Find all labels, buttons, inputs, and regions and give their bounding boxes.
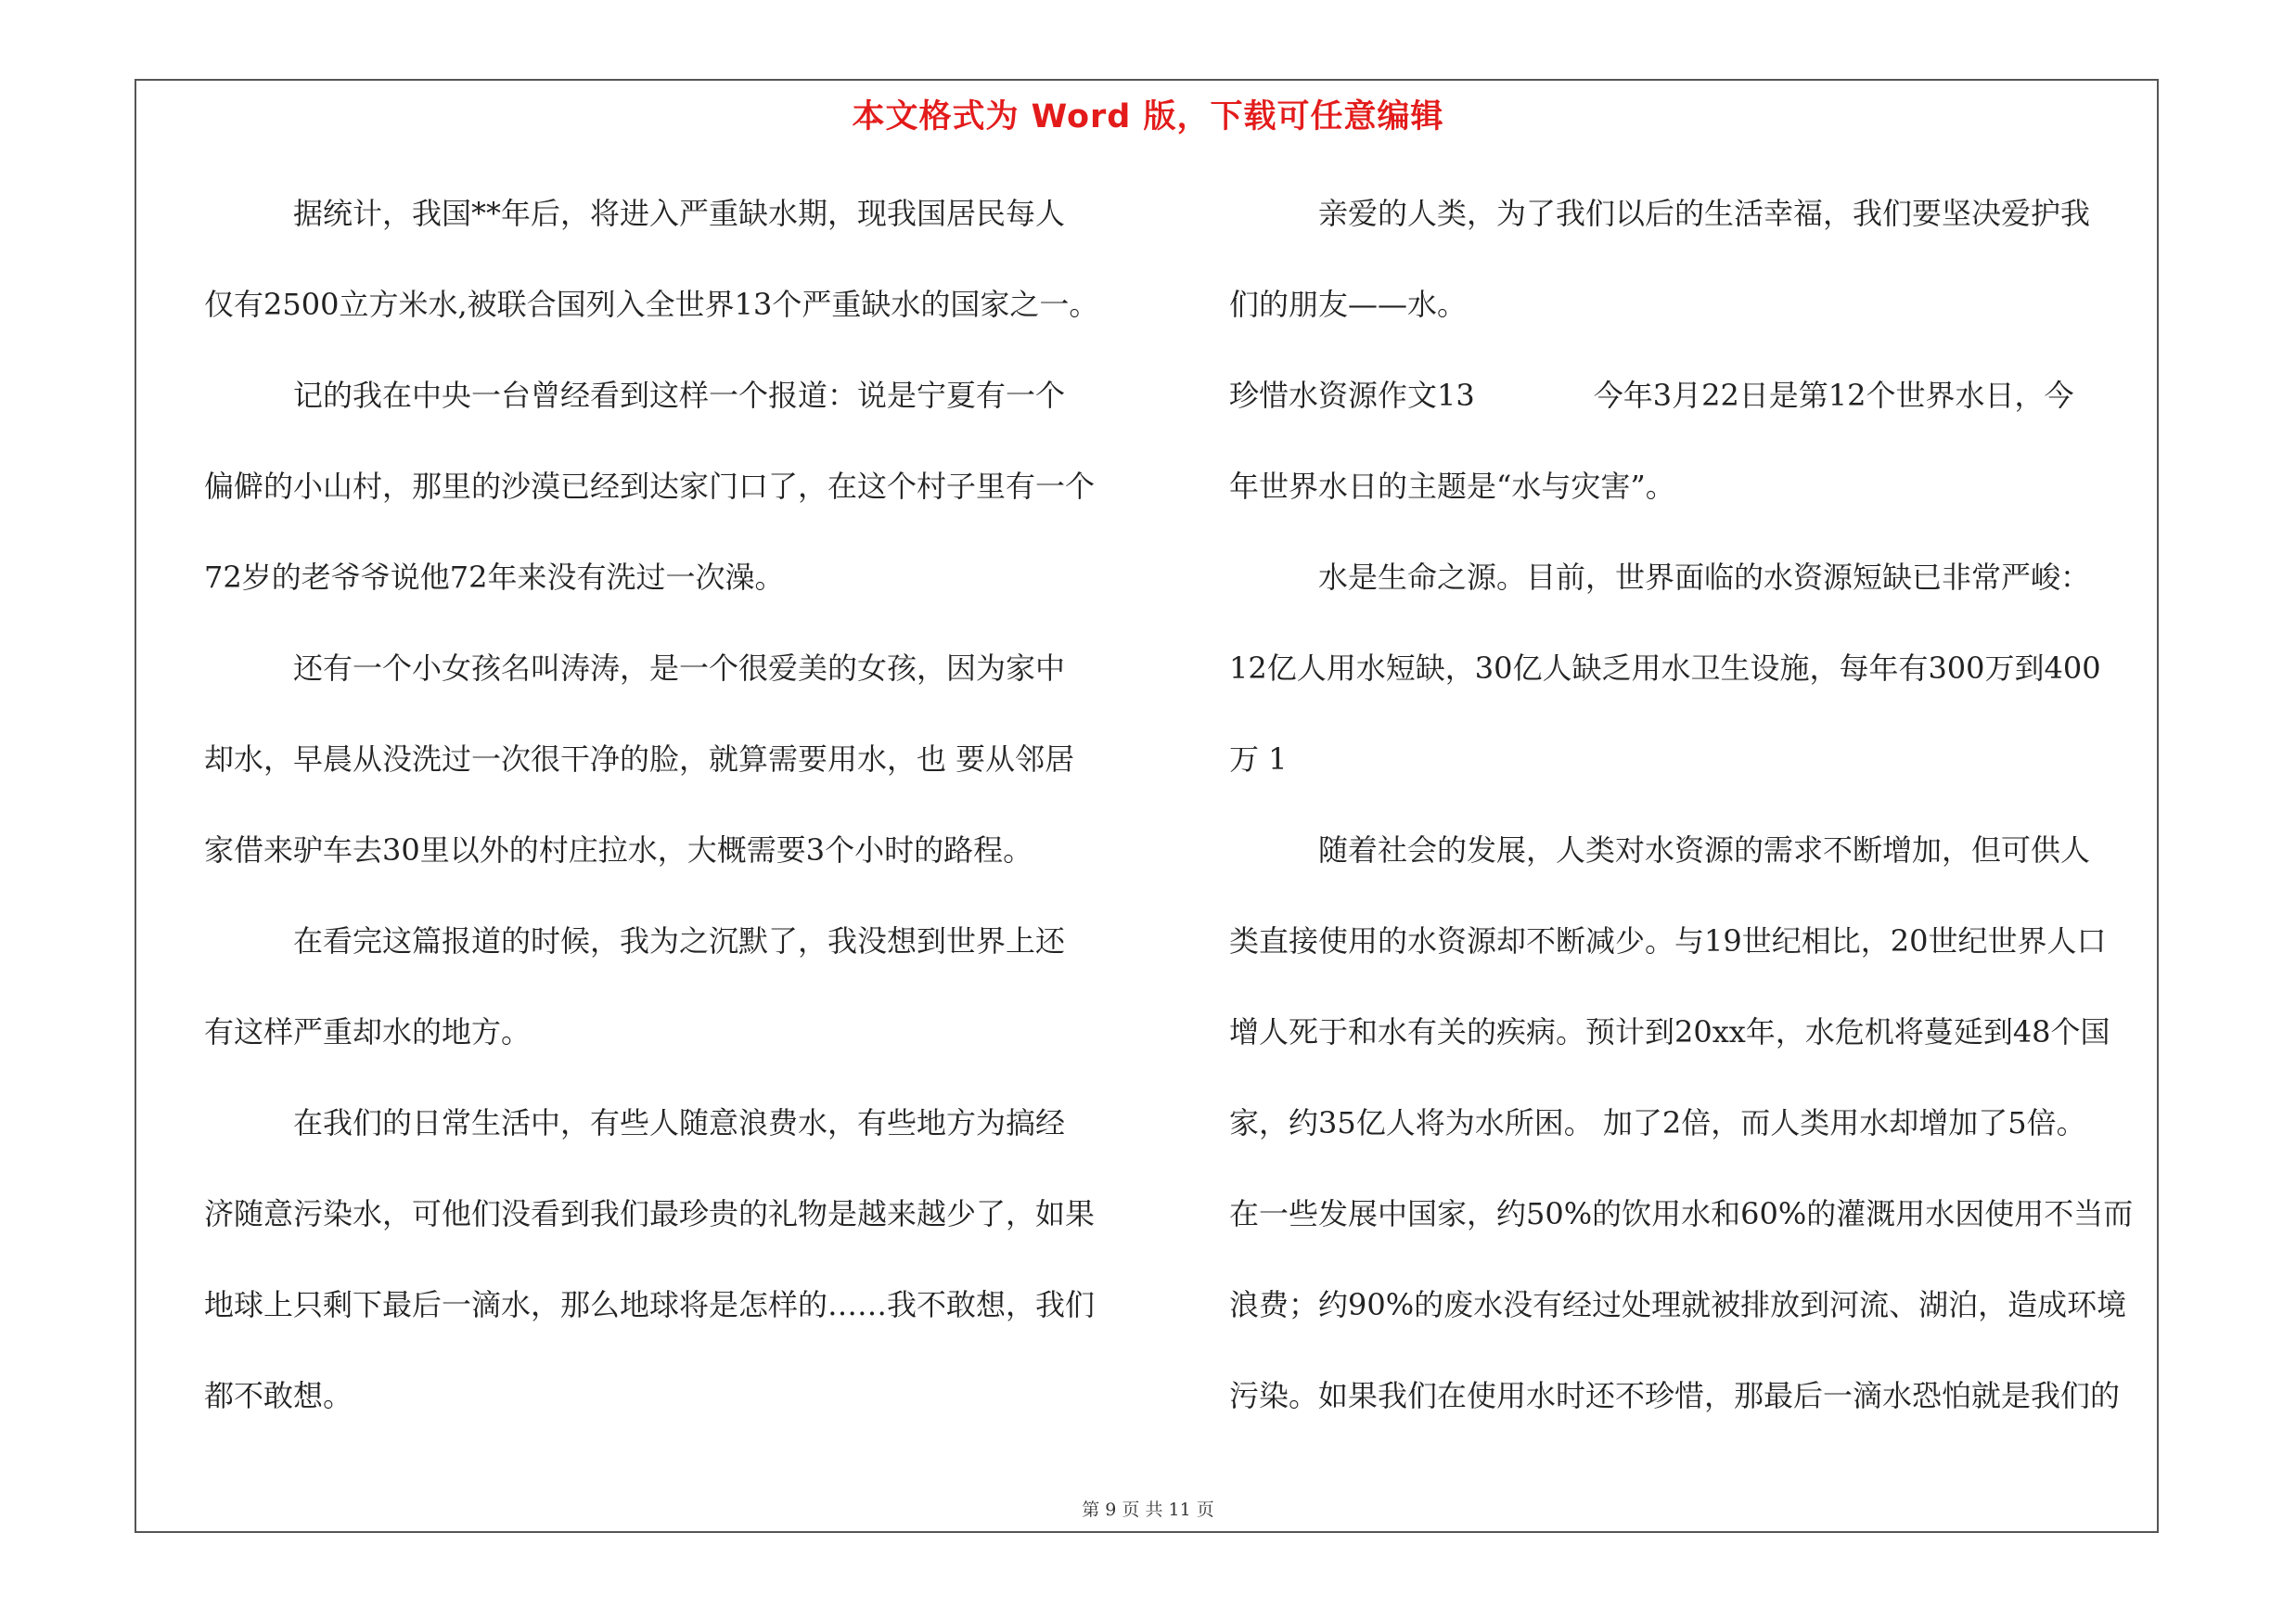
text-line: 珍惜水资源作文13 今年3月22日是第12个世界水日，今 (1229, 378, 2074, 413)
text-line: 都不敢想。 (204, 1378, 353, 1413)
text-line: 水是生命之源。目前，世界面临的水资源短缺已非常严峻： (1229, 560, 2091, 595)
text-line: 还有一个小女孩名叫涛涛，是一个很爱美的女孩，因为家中 (204, 650, 1066, 686)
text-line: 们的朋友——水。 (1229, 287, 1468, 322)
text-line: 污染。如果我们在使用水时还不珍惜，那最后一滴水恐怕就是我们的 (1229, 1378, 2121, 1413)
page-number-footer: 第 9 页 共 11 页 (1082, 1500, 1214, 1520)
text-line: 随着社会的发展，人类对水资源的需求不断增加，但可供人 (1229, 832, 2091, 868)
editable-notice-banner: 本文格式为 Word 版，下载可任意编辑 (852, 98, 1444, 135)
text-line: 年世界水日的主题是“水与灾害”。 (1229, 469, 1675, 504)
text-line: 据统计，我国**年后，将进入严重缺水期，现我国居民每人 (204, 196, 1066, 231)
text-line: 却水，早晨从没洗过一次很干净的脸，就算需要用水，也 要从邻居 (204, 741, 1075, 777)
text-line: 类直接使用的水资源却不断减少。与19世纪相比，20世纪世界人口 (1229, 923, 2107, 959)
text-line: 增人死于和水有关的疾病。预计到20xx年，水危机将蔓延到48个国 (1229, 1014, 2110, 1050)
text-line: 地球上只剩下最后一滴水，那么地球将是怎样的……我不敢想，我们 (204, 1287, 1096, 1322)
text-line: 家借来驴车去30里以外的村庄拉水，大概需要3个小时的路程。 (204, 832, 1033, 868)
text-line: 在看完这篇报道的时候，我为之沉默了，我没想到世界上还 (204, 923, 1066, 959)
text-line: 记的我在中央一台曾经看到这样一个报道：说是宁夏有一个 (204, 378, 1066, 413)
text-line: 偏僻的小山村，那里的沙漠已经到达家门口了，在这个村子里有一个 (204, 469, 1096, 504)
text-line: 仅有2500立方米水,被联合国列入全世界13个严重缺水的国家之一。 (204, 287, 1099, 322)
text-line: 浪费；约90%的废水没有经过处理就被排放到河流、湖泊，造成环境 (1229, 1287, 2127, 1322)
text-line: 亲爱的人类，为了我们以后的生活幸福，我们要坚决爱护我 (1229, 196, 2091, 231)
text-line: 72岁的老爷爷说他72年来没有洗过一次澡。 (204, 560, 785, 595)
text-line: 万 1 (1229, 741, 1288, 777)
text-line: 在我们的日常生活中，有些人随意浪费水，有些地方为搞经 (204, 1105, 1066, 1140)
text-line: 有这样严重却水的地方。 (204, 1014, 532, 1050)
text-line: 12亿人用水短缺，30亿人缺乏用水卫生设施，每年有300万到400 (1229, 650, 2101, 686)
text-line: 济随意污染水，可他们没看到我们最珍贵的礼物是越来越少了，如果 (204, 1196, 1096, 1231)
text-line: 在一些发展中国家，约50%的饮用水和60%的灌溉用水因使用不当而 (1229, 1196, 2134, 1231)
text-line: 家，约35亿人将为水所困。 加了2倍，而人类用水却增加了5倍。 (1229, 1105, 2086, 1140)
